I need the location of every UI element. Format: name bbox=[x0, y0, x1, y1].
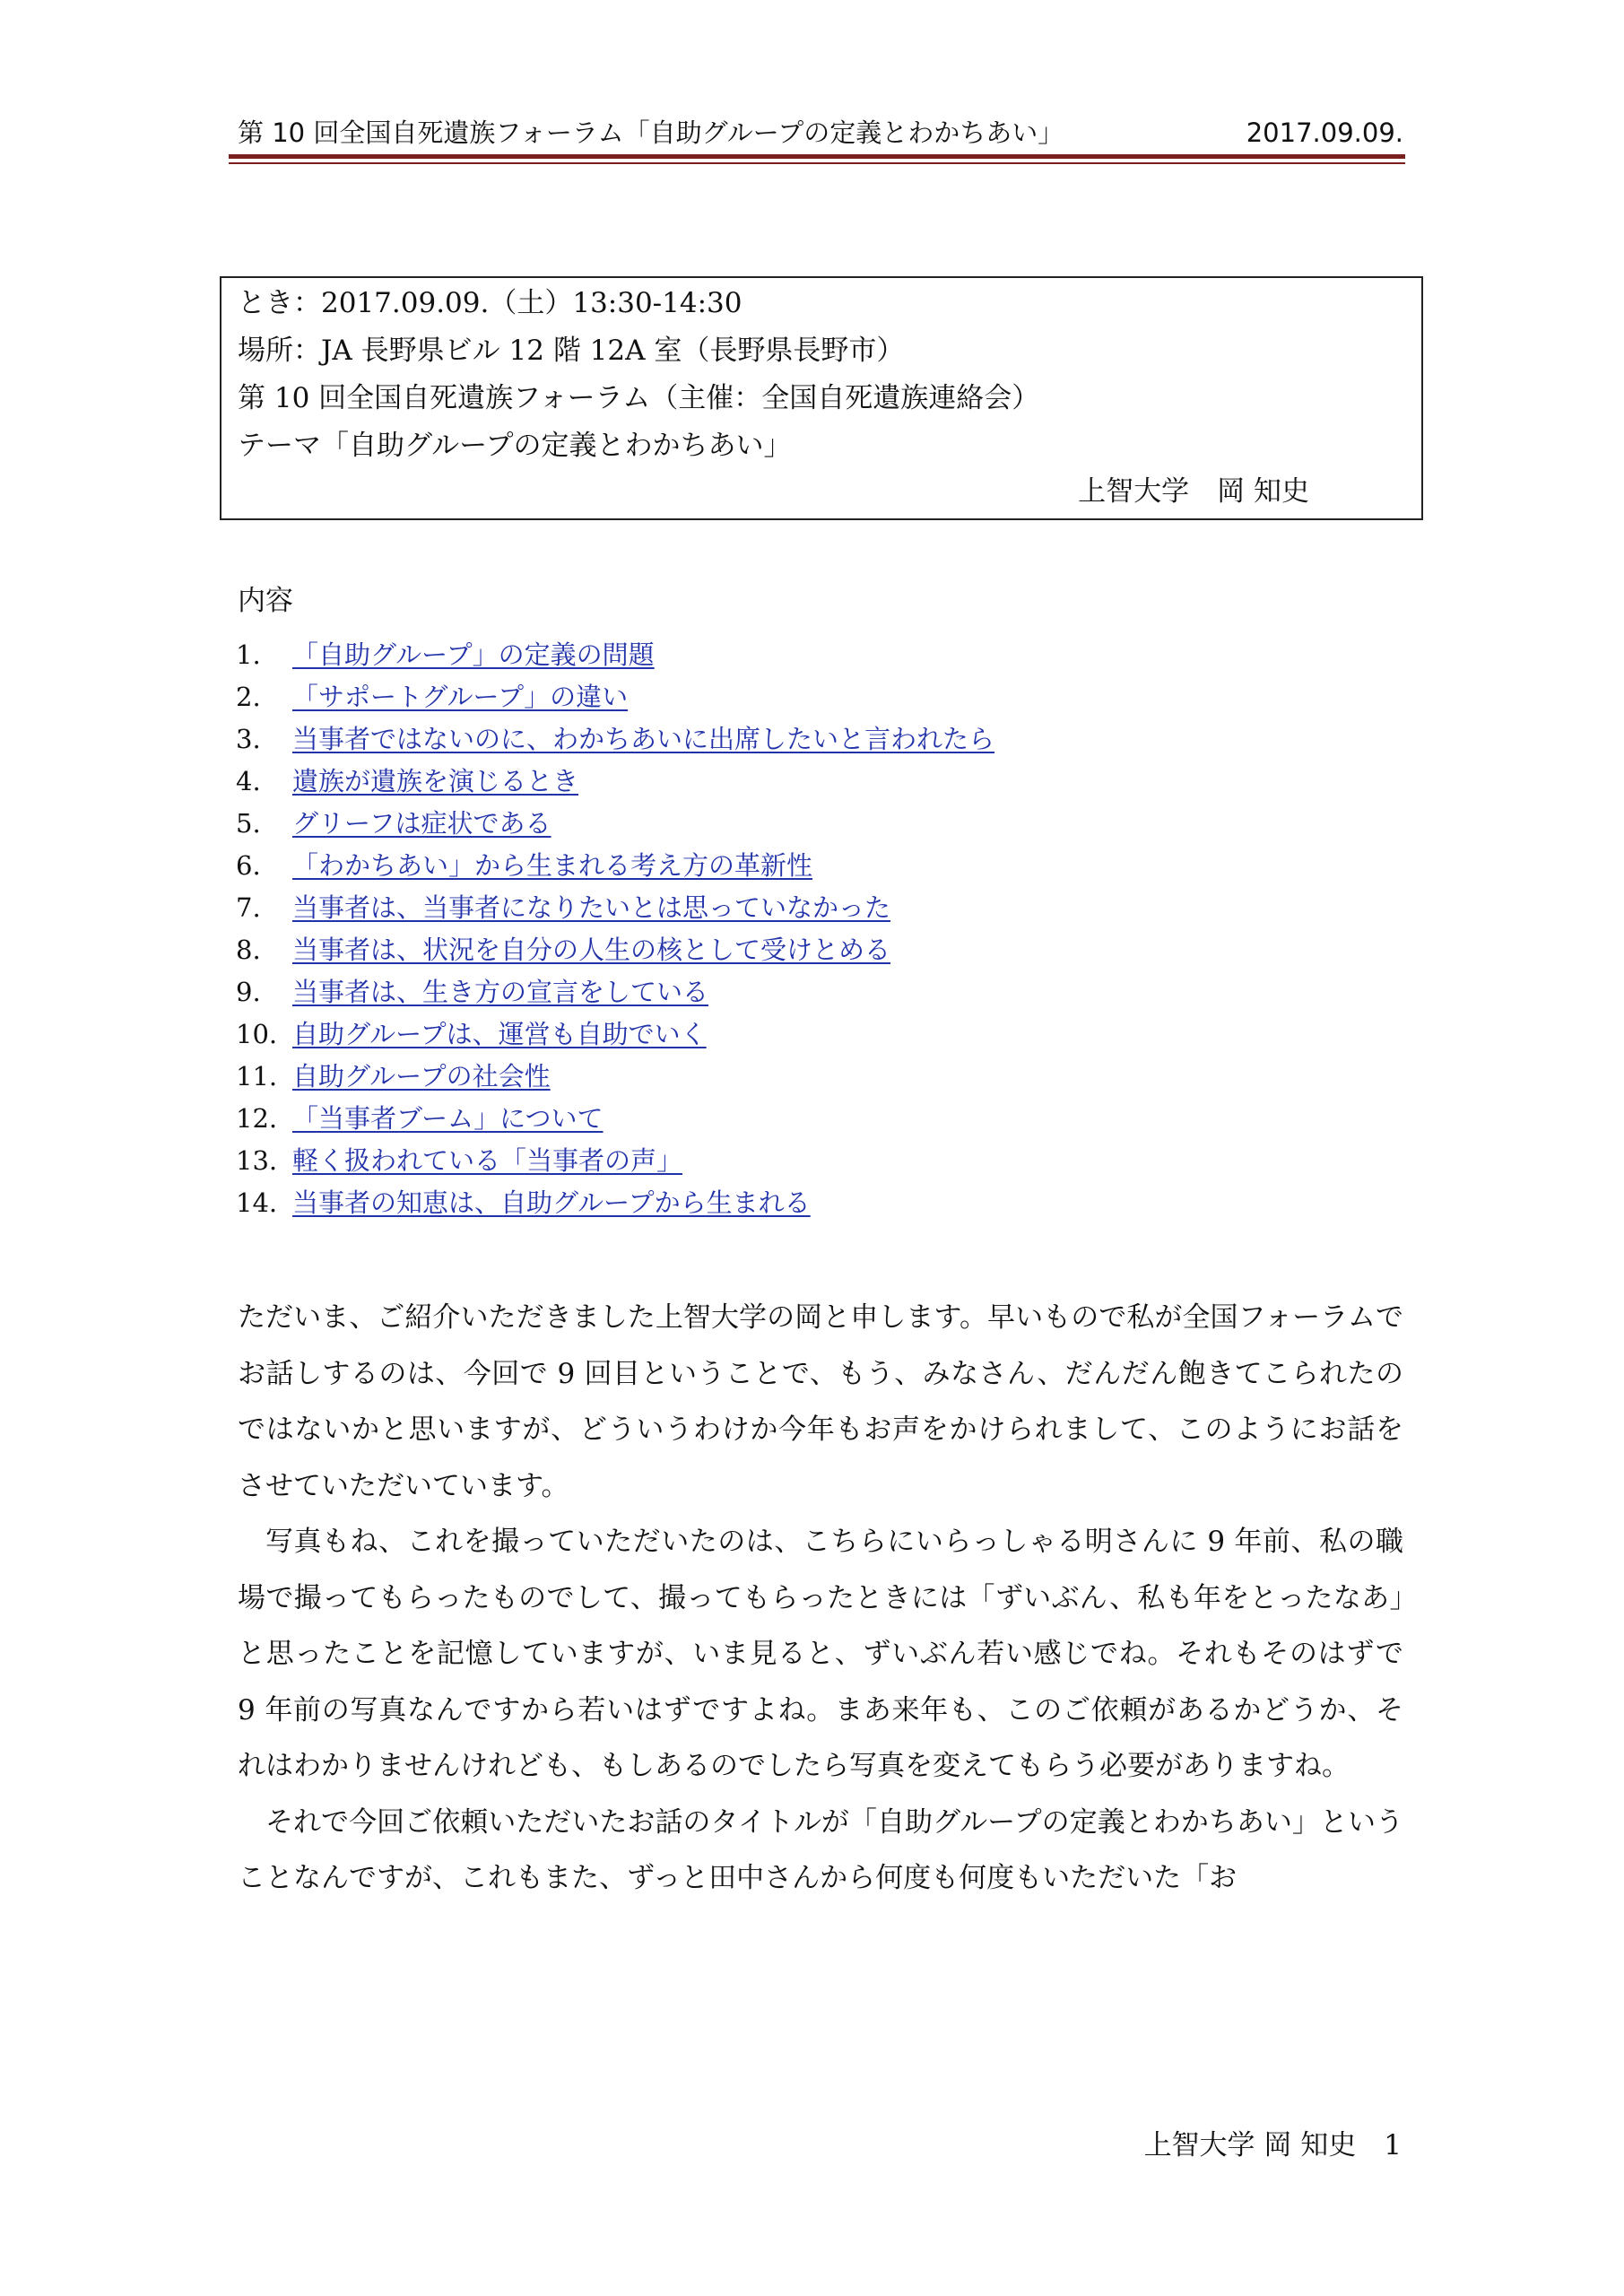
toc-item-number: 5. bbox=[236, 808, 261, 839]
toc-item-number: 11. bbox=[236, 1061, 278, 1091]
page-header bbox=[238, 115, 1403, 151]
event-place-line: 場所：JA 長野県ビル 12 階 12A 室（長野県長野市） bbox=[238, 335, 905, 367]
toc-item bbox=[236, 635, 994, 677]
toc-link[interactable]: 自助グループは、運営も自助でいく bbox=[292, 1019, 707, 1049]
body-paragraph: それで今回ご依頼いただいたお話のタイトルが「自助グループの定義とわかちあい」ということなんですが、これもまた、ずっと田中さんから何度も何度もいただいた「お bbox=[238, 1805, 1403, 1894]
toc-item bbox=[236, 1099, 994, 1141]
toc-link[interactable]: グリーフは症状である bbox=[292, 808, 551, 839]
toc-link[interactable]: 遺族が遺族を演じるとき bbox=[292, 766, 579, 796]
toc-link[interactable]: 当事者ではないのに、わかちあいに出席したいと言われたら bbox=[292, 724, 995, 754]
toc-item bbox=[236, 846, 994, 888]
toc-item-number: 2. bbox=[236, 682, 261, 712]
header-date: 2017.09.09. bbox=[1246, 117, 1403, 148]
header-title: 第 10 回全国自死遺族フォーラム「自助グループの定義とわかちあい」 bbox=[238, 117, 1064, 148]
toc-item bbox=[236, 719, 994, 761]
toc-item-number: 8. bbox=[236, 935, 261, 965]
toc-item-number: 1. bbox=[236, 639, 261, 670]
toc-item bbox=[236, 888, 994, 930]
event-theme-line: テーマ「自助グループの定義とわかちあい」 bbox=[238, 430, 792, 462]
toc-item bbox=[236, 1141, 994, 1183]
toc-link[interactable]: 当事者の知恵は、自助グループから生まれる bbox=[292, 1187, 811, 1218]
toc-item-number: 6. bbox=[236, 850, 261, 881]
toc-link[interactable]: 軽く扱われている「当事者の声」 bbox=[292, 1145, 683, 1176]
toc-item bbox=[236, 1183, 994, 1225]
toc-item-number: 7. bbox=[236, 892, 261, 923]
toc-item bbox=[236, 930, 994, 972]
page-footer: 上智大学 岡 知史 1 bbox=[1143, 2129, 1402, 2161]
toc-item bbox=[236, 972, 994, 1014]
toc-link[interactable]: 当事者は、生き方の宣言をしている bbox=[292, 977, 709, 1007]
event-info-box bbox=[220, 276, 1423, 520]
header-divider bbox=[229, 154, 1405, 164]
toc-link[interactable]: 「わかちあい」から生まれる考え方の革新性 bbox=[292, 850, 813, 881]
toc-item bbox=[236, 1057, 994, 1099]
toc-item-number: 10. bbox=[236, 1019, 278, 1049]
toc-item-number: 3. bbox=[236, 724, 261, 754]
body-paragraph: ただいま、ご紹介いただきました上智大学の岡と申します。早いもので私が全国フォーラムでお話しするのは、今回で 9 回目ということで、もう、みなさん、だんだん飽きてこられたのではないかと思いますが、どういうわけか今年もお声をかけられまして、このようにお話をさせていただいています。 bbox=[238, 1301, 1403, 1502]
toc-item bbox=[236, 1014, 994, 1057]
event-date-line: とき：2017.09.09.（土）13:30-14:30 bbox=[238, 287, 743, 319]
body-text bbox=[238, 1290, 1403, 1907]
toc-heading: 内容 bbox=[238, 585, 293, 617]
toc-link[interactable]: 「当事者ブーム」について bbox=[292, 1103, 604, 1134]
event-author: 上智大学 岡 知史 bbox=[1078, 475, 1309, 508]
toc-link[interactable]: 自助グループの社会性 bbox=[292, 1061, 551, 1091]
toc-item-number: 13. bbox=[236, 1145, 278, 1176]
toc-link[interactable]: 「サポートグループ」の違い bbox=[292, 682, 629, 712]
event-name-line: 第 10 回全国自死遺族フォーラム（主催：全国自死遺族連絡会） bbox=[238, 382, 1040, 414]
toc-item-number: 9. bbox=[236, 977, 261, 1007]
table-of-contents bbox=[236, 635, 994, 1225]
toc-item bbox=[236, 677, 994, 719]
toc-link[interactable]: 「自助グループ」の定義の問題 bbox=[292, 639, 655, 670]
body-paragraph: 写真もね、これを撮っていただいたのは、こちらにいらっしゃる明さんに 9 年前、私の職場で撮ってもらったものでして、撮ってもらったときには「ずいぶん、私も年をとったなあ」と思ったことを記憶していますが、いま見ると、ずいぶん若い感じでね。それもそのはずで 9 年前の写真なんですから若いはずですよね。まあ来年も、このご依頼があるかどうか、それはわかりませんけれども、もしあるのでしたら写真を変えてもらう必要がありますね。 bbox=[238, 1526, 1403, 1782]
toc-link[interactable]: 当事者は、状況を自分の人生の核として受けとめる bbox=[292, 935, 891, 965]
toc-item-number: 12. bbox=[236, 1103, 278, 1134]
toc-item-number: 4. bbox=[236, 766, 261, 796]
toc-item bbox=[236, 761, 994, 804]
toc-item bbox=[236, 804, 994, 846]
toc-link[interactable]: 当事者は、当事者になりたいとは思っていなかった bbox=[292, 892, 891, 923]
toc-item-number: 14. bbox=[236, 1187, 278, 1218]
